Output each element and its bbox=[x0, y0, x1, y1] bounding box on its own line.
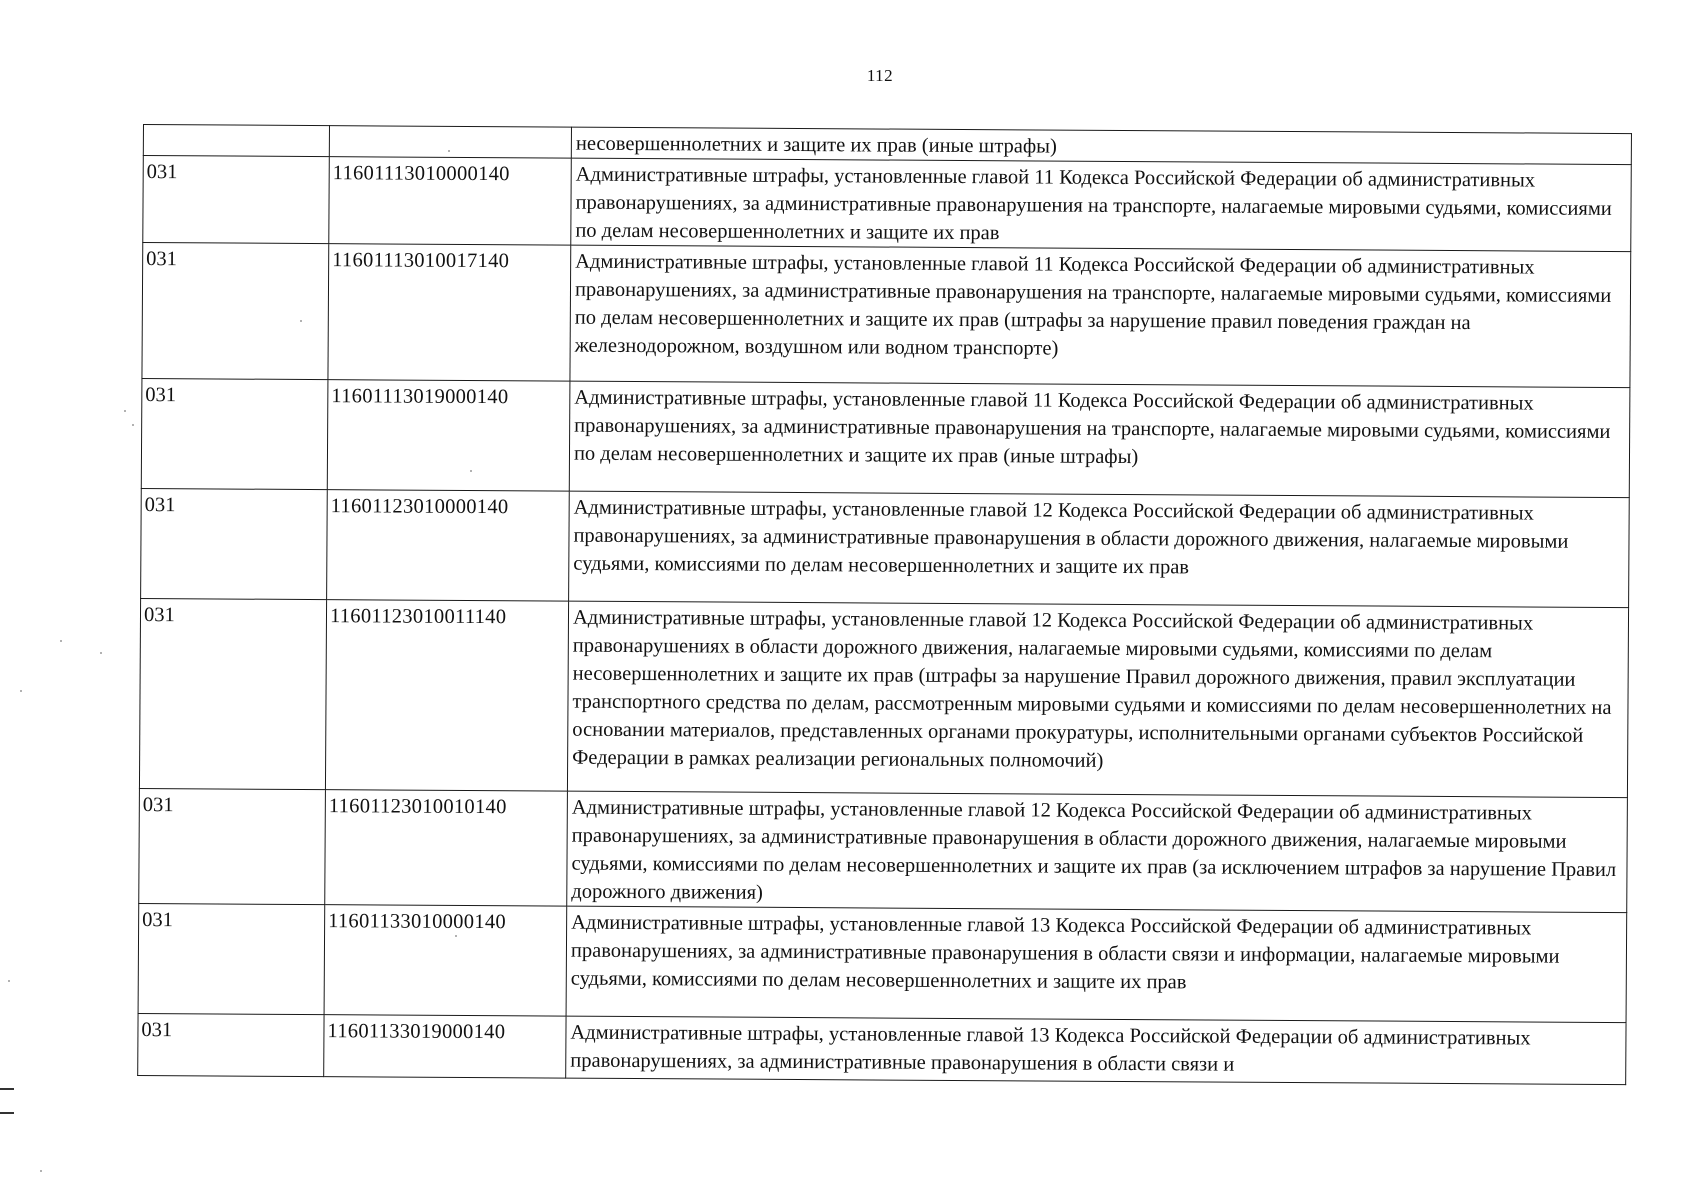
scan-speck bbox=[8, 980, 10, 982]
description-cell: Административные штрафы, установленные главой 11 Кодекса Российской Федерации об административных правонарушениях, за административные правонарушения на транспорте, налагаемые мировыми судьями, комиссиями по делам несовершеннолетних и защите их прав (иные штрафы) bbox=[569, 381, 1630, 497]
description-cell: Административные штрафы, установленные главой 12 Кодекса Российской Федерации об административных правонарушениях в области дорожного движения, налагаемые мировыми судьями, комиссиями по делам несовершеннолетних и защите их прав (штрафы за нарушение Правил дорожного движения, правил эксплуатации транспортного средства по делам, рассмотренным мировыми судьями и комиссиями по делам несовершеннолетних на основании материалов, представленных органами прокуратуры, исполнительными органами субъектов Российской Федерации в рамках реализации региональных полномочий) bbox=[567, 601, 1628, 797]
scan-speck bbox=[100, 652, 102, 654]
page-number: 112 bbox=[866, 66, 894, 85]
document-sheet bbox=[137, 124, 1631, 1085]
description-cell: Административные штрафы, установленные главой 12 Кодекса Российской Федерации об административных правонарушениях, за административные правонарушения в области дорожного движения, налагаемые мировыми судьями, комиссиями по делам несовершеннолетних и защите их прав (за исключением штрафов за нарушение Правил дорожного движения) bbox=[567, 791, 1628, 912]
table-row bbox=[142, 243, 1631, 388]
kbk-code-cell: 11601133019000140 bbox=[324, 1015, 566, 1078]
scan-speck bbox=[20, 690, 22, 692]
scan-speck bbox=[448, 150, 450, 152]
scan-speck bbox=[124, 410, 126, 412]
budget-codes-table bbox=[137, 124, 1632, 1085]
admin-code-cell: 031 bbox=[141, 378, 328, 489]
admin-code-cell: 031 bbox=[138, 1013, 324, 1076]
table-row bbox=[138, 903, 1627, 1022]
table-row bbox=[138, 1013, 1626, 1084]
kbk-code-cell: 11601123010011140 bbox=[325, 600, 568, 791]
admin-code-cell bbox=[143, 125, 329, 157]
description-cell: несовершеннолетних и защите их прав (иные штрафы) bbox=[571, 127, 1631, 164]
admin-code-cell: 031 bbox=[142, 243, 329, 380]
kbk-code-cell: 11601123010000140 bbox=[327, 490, 570, 601]
description-cell: Административные штрафы, установленные главой 13 Кодекса Российской Федерации об административных правонарушениях, за административные правонарушения в области связи и bbox=[566, 1016, 1626, 1084]
scan-speck bbox=[60, 640, 62, 642]
table-row bbox=[141, 488, 1630, 607]
scan-margin-mark bbox=[0, 1088, 14, 1090]
table-row bbox=[141, 378, 1630, 497]
description-cell: Административные штрафы, установленные главой 11 Кодекса Российской Федерации об административных правонарушениях, за административные правонарушения на транспорте, налагаемые мировыми судьями, комиссиями по делам несовершеннолетних и защите их прав (штрафы за нарушение правил поведения граждан на железнодорожном, воздушном или водном транспорте) bbox=[570, 245, 1631, 387]
kbk-code-cell: 11601133010000140 bbox=[324, 905, 567, 1016]
kbk-code-cell: 11601123010010140 bbox=[325, 790, 568, 906]
kbk-code-cell: 11601113010017140 bbox=[328, 244, 571, 381]
admin-code-cell: 031 bbox=[139, 788, 326, 904]
description-cell: Административные штрафы, установленные главой 12 Кодекса Российской Федерации об административных правонарушениях, за административные правонарушения в области дорожного движения, налагаемые мировыми судьями, комиссиями по делам несовершеннолетних и защите их прав bbox=[569, 491, 1630, 607]
admin-code-cell: 031 bbox=[143, 156, 330, 244]
admin-code-cell: 031 bbox=[139, 598, 326, 789]
scan-speck bbox=[455, 935, 457, 937]
admin-code-cell: 031 bbox=[141, 488, 328, 599]
kbk-code-cell: 11601113010000140 bbox=[329, 157, 572, 245]
scan-speck bbox=[300, 320, 302, 322]
table-row bbox=[139, 788, 1628, 912]
kbk-code-cell bbox=[329, 126, 571, 158]
description-cell: Административные штрафы, установленные главой 13 Кодекса Российской Федерации об административных правонарушениях, за административные правонарушения в области связи и информации, налагаемые мировыми судьями, комиссиями по делам несовершеннолетних и защите их прав bbox=[566, 906, 1627, 1022]
admin-code-cell: 031 bbox=[138, 903, 325, 1014]
table-row bbox=[139, 598, 1628, 797]
kbk-code-cell: 11601113019000140 bbox=[327, 380, 570, 491]
description-cell: Административные штрафы, установленные главой 11 Кодекса Российской Федерации об административных правонарушениях, за административные правонарушения на транспорте, налагаемые мировыми судьями, комиссиями по делам несовершеннолетних и защите их прав bbox=[571, 158, 1632, 251]
scan-margin-mark bbox=[0, 1112, 14, 1114]
scan-speck bbox=[470, 470, 472, 472]
scan-speck bbox=[40, 1170, 42, 1172]
scan-speck bbox=[132, 424, 134, 426]
table-row bbox=[143, 156, 1632, 252]
